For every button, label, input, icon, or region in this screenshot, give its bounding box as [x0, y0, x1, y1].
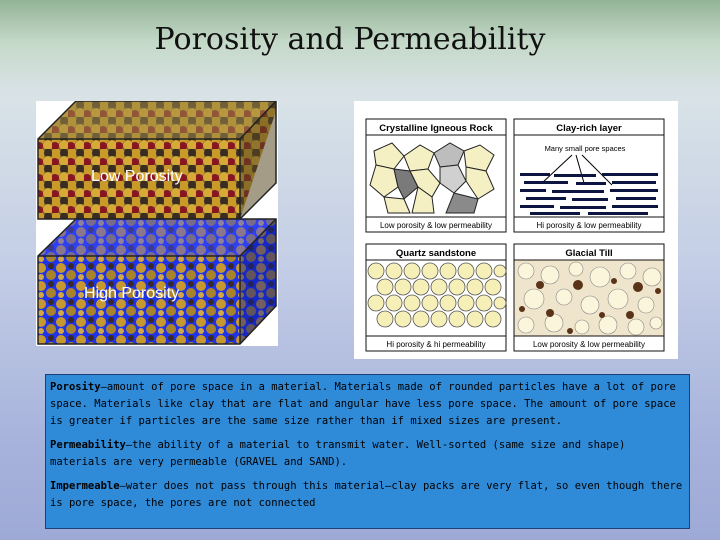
porosity-term: Porosity	[50, 381, 101, 393]
permeability-text: —the ability of a material to transmit water. Well-sorted (same size and shape) materials are very permeable (GRAVEL and SAND).	[50, 439, 626, 468]
quartz-sandstone-panel	[366, 244, 506, 351]
sandstone-caption: Hi porosity & hi permeability	[386, 340, 486, 349]
glacial-till-panel	[514, 244, 664, 351]
igneous-caption: Low porosity & low permeability	[379, 221, 493, 230]
permeability-term: Permeability	[50, 439, 126, 451]
clay-note: Many small pore spaces	[544, 144, 626, 153]
till-header: Glacial Till	[565, 248, 613, 259]
clay-caption: Hi porosity & low permeability	[536, 221, 642, 230]
high-porosity-label: High Porosity	[84, 285, 180, 302]
clay-header: Clay-rich layer	[556, 123, 622, 134]
sandstone-header: Quartz sandstone	[395, 248, 477, 259]
igneous-header: Crystalline Igneous Rock	[379, 123, 493, 134]
impermeable-text: —water does not pass through this material—clay packs are very flat, so even though there is pore space, the pores are not connected	[50, 480, 683, 509]
high-porosity-block	[38, 219, 276, 344]
igneous-rock-panel	[366, 119, 506, 232]
low-porosity-label: Low Porosity	[91, 168, 183, 185]
definitions-box	[45, 374, 690, 529]
clay-layer-panel	[514, 119, 664, 232]
porosity-definition	[50, 379, 683, 430]
permeability-definition	[50, 437, 683, 471]
low-porosity-block	[38, 101, 276, 219]
rock-texture-figure	[354, 101, 678, 359]
impermeable-term: Impermeable	[50, 480, 120, 492]
slide-title: Porosity and Permeability	[154, 22, 546, 57]
porosity-block-diagram	[36, 101, 278, 346]
till-caption: Low porosity & low permeability	[532, 340, 646, 349]
porosity-text: —amount of pore space in a material. Materials made of rounded particles have a lot of pore space. Materials like clay that are flat and angular have less pore space. The amount of pore space is greater if particles are the same size rather than if mixed sizes are present.	[50, 381, 676, 427]
impermeable-definition	[50, 478, 683, 512]
